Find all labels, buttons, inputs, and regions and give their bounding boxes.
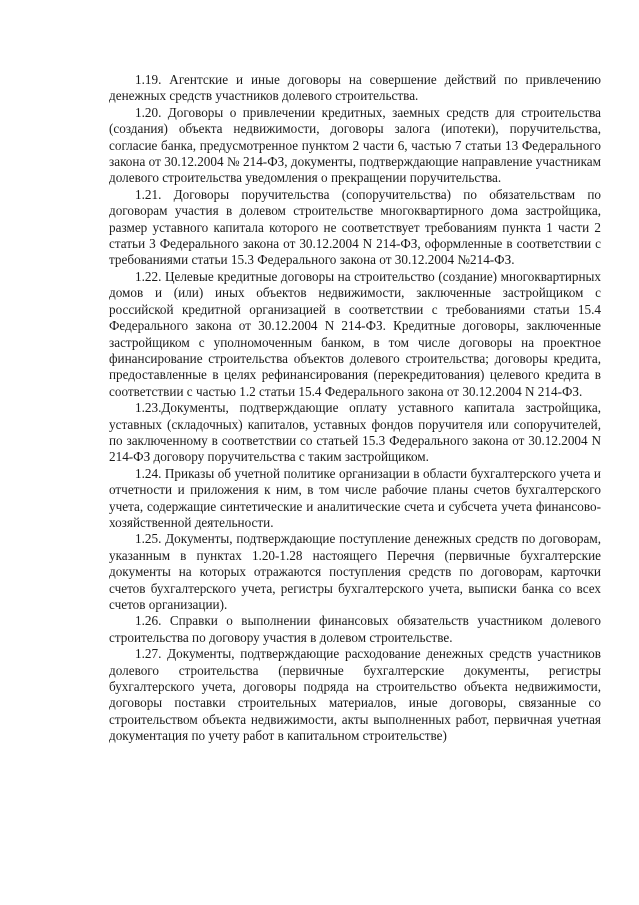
paragraph-1-24: 1.24. Приказы об учетной политике организации в области бухгалтерского учета и отчетности и приложения к ним, в том числе рабочие планы счетов бухгалтерского учета, содержащие синтетические и аналитические счета и субсчета учета финансово-хозяйственной деятельности. <box>109 465 601 530</box>
document-body <box>109 72 601 745</box>
paragraph-1-19: 1.19. Агентские и иные договоры на совершение действий по привлечению денежных средств участников долевого строительства. <box>109 72 601 104</box>
paragraph-1-23: 1.23.Документы, подтверждающие оплату уставного капитала застройщика, уставных (складочных) капиталов, уставных фондов поручителя или сопоручителей, по заключенному в соответствии со статьей 15.3 Федерального закона от 30.12.2004 N 214-ФЗ договору поручительства с таким застройщиком. <box>109 400 601 465</box>
paragraph-1-26: 1.26. Справки о выполнении финансовых обязательств участником долевого строительства по договору участия в долевом строительстве. <box>109 613 601 645</box>
paragraph-1-20: 1.20. Договоры о привлечении кредитных, заемных средств для строительства (создания) объекта недвижимости, договоры залога (ипотеки), поручительства, согласие банка, предусмотренное пунктом 2 части 6, частью 7 статьи 13 Федерального закона от 30.12.2004 № 214-ФЗ, документы, подтверждающие направление участникам долевого строительства уведомления о прекращении поручительства. <box>109 104 601 186</box>
paragraph-1-21: 1.21. Договоры поручительства (сопоручительства) по обязательствам по договорам участия в долевом строительстве многоквартирного дома застройщика, размер уставного капитала которого не соответствует требованиям пункта 1 части 2 статьи 3 Федерального закона от 30.12.2004 N 214-ФЗ, оформленные в соответствии с требованиями статьи 15.3 Федерального закона от 30.12.2004 №214-ФЗ. <box>109 186 601 268</box>
paragraph-1-25: 1.25. Документы, подтверждающие поступление денежных средств по договорам, указанным в пунктах 1.20-1.28 настоящего Перечня (первичные бухгалтерские документы на которых отражаются поступления средств по договорам, карточки счетов бухгалтерского учета, регистры бухгалтерского учета, выписки банка со всех счетов организации). <box>109 531 601 612</box>
paragraph-1-22: 1.22. Целевые кредитные договоры на строительство (создание) многоквартирных домов и (или) иных объектов недвижимости, заключенные застройщиком с российской кредитной организацией в соответствии с требованиями статьи 15.4 Федерального закона от 30.12.2004 N 214-ФЗ. Кредитные договоры, заключенные застройщиком с уполномоченным банком, в том числе договоры на проектное финансирование строительства объектов долевого строительства; договоры кредита, предоставленные в целях рефинансирования (перекредитования) целевого кредита в соответствии с частью 1.2 статьи 15.4 Федерального закона от 30.12.2004 N 214-ФЗ. <box>109 268 601 399</box>
paragraph-1-27: 1.27. Документы, подтверждающие расходование денежных средств участников долевого строительства (первичные бухгалтерские документы, регистры бухгалтерского учета, договоры подряда на строительство объекта недвижимости, договоры поставки строительных материалов, иные договоры, связанные со строительством объекта недвижимости, акты выполненных работ, первичная учетная документация по учету работ в капитальном строительстве) <box>109 646 601 744</box>
